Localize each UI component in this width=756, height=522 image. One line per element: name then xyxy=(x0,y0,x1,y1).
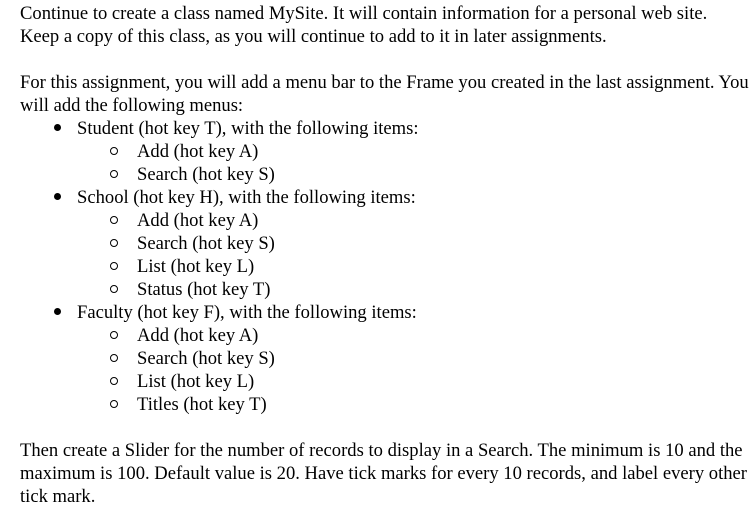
menu-label: Student (hot key T), with the following items: xyxy=(77,118,419,139)
bullet-icon xyxy=(50,301,64,324)
submenu-list xyxy=(77,324,750,416)
menu-label: School (hot key H), with the following items: xyxy=(77,187,416,208)
submenu-item: Add (hot key A) xyxy=(20,209,750,232)
hollow-bullet-icon xyxy=(110,255,122,278)
submenu-item: Search (hot key S) xyxy=(20,163,750,186)
menu-item-student xyxy=(20,117,750,186)
submenu-item: Search (hot key S) xyxy=(20,232,750,255)
submenu-item: Add (hot key A) xyxy=(20,140,750,163)
intro-paragraph: Continue to create a class named MySite. It will contain information for a personal web site. Keep a copy of this class, as you will continue to add to it in later assignments. xyxy=(20,3,708,47)
submenu-list xyxy=(77,140,750,186)
submenu-item: Titles (hot key T) xyxy=(20,393,750,416)
hollow-bullet-icon xyxy=(110,232,122,255)
menu-label: Faculty (hot key F), with the following items: xyxy=(77,302,417,323)
hollow-bullet-icon xyxy=(110,163,122,186)
menu-list xyxy=(20,117,750,416)
hollow-bullet-icon xyxy=(110,324,122,347)
hollow-bullet-icon xyxy=(110,209,122,232)
hollow-bullet-icon xyxy=(110,278,122,301)
hollow-bullet-icon xyxy=(110,140,122,163)
paragraph-spacer xyxy=(20,416,750,439)
submenu-item: Search (hot key S) xyxy=(20,347,750,370)
submenu-item: Add (hot key A) xyxy=(20,324,750,347)
submenu-list xyxy=(77,209,750,301)
hollow-bullet-icon xyxy=(110,370,122,393)
menu-item-school xyxy=(20,186,750,301)
document-body xyxy=(20,2,750,508)
bullet-icon xyxy=(50,186,64,209)
submenu-item: List (hot key L) xyxy=(20,370,750,393)
paragraph-spacer xyxy=(20,48,750,71)
assignment-paragraph: For this assignment, you will add a menu bar to the Frame you created in the last assignment. You will add the following menus: xyxy=(20,72,749,116)
hollow-bullet-icon xyxy=(110,347,122,370)
slider-paragraph: Then create a Slider for the number of records to display in a Search. The minimum is 10 and the maximum is 100. Default value is 20. Have tick marks for every 10 records, and label every other tick mark. xyxy=(20,440,747,507)
hollow-bullet-icon xyxy=(110,393,122,416)
menu-item-faculty xyxy=(20,301,750,416)
bullet-icon xyxy=(50,117,64,140)
submenu-item: Status (hot key T) xyxy=(20,278,750,301)
submenu-item: List (hot key L) xyxy=(20,255,750,278)
